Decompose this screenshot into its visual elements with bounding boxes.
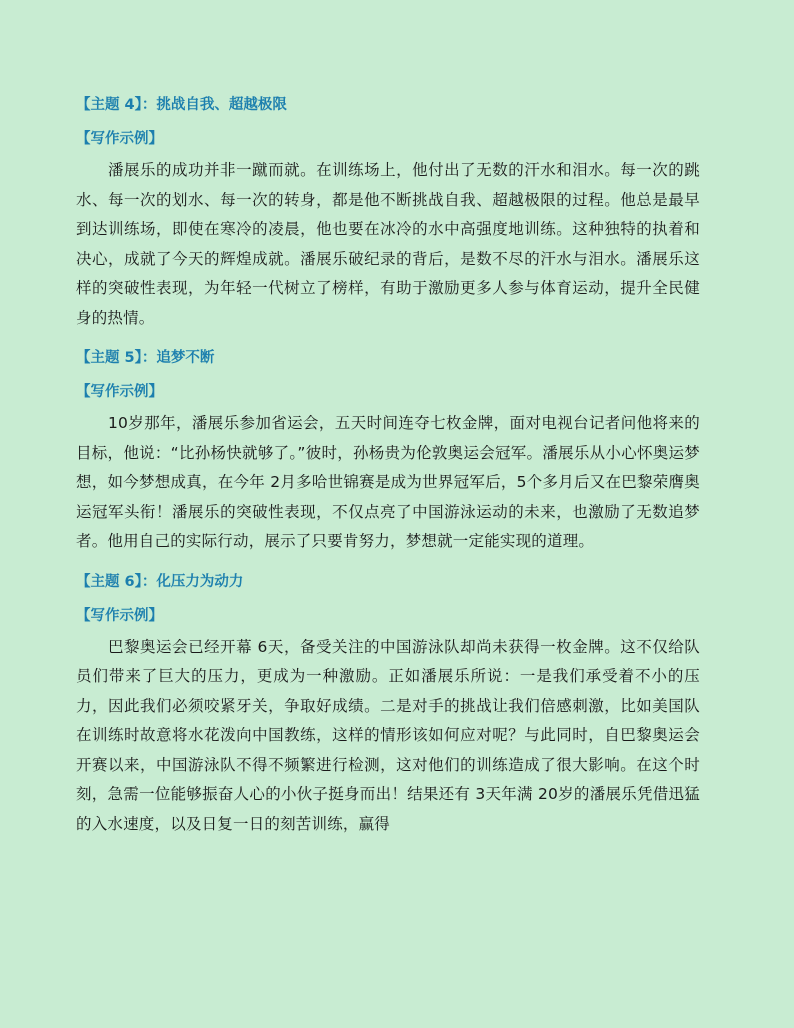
section-theme-4 (76, 94, 700, 333)
example-label: 【写作示例】 (76, 607, 163, 624)
example-paragraph: 巴黎奥运会已经开幕 6天，备受关注的中国游泳队却尚未获得一枚金牌。这不仅给队员们带来了巨大的压力，更成为一种激励。正如潘展乐所说：一是我们承受着不小的压力，因此我们必须咬紧牙关，争取好成绩。二是对手的挑战让我们倍感刺激，比如美国队在训练时故意将水花泼向中国教练，这样的情形该如何应对呢？与此同时，自巴黎奥运会开赛以来，中国游泳队不得不频繁进行检测，这对他们的训练造成了很大影响。在这个时刻，急需一位能够振奋人心的小伙子挺身而出！结果还有 3天年满 20岁的潘展乐凭借迅猛的入水速度，以及日复一日的刻苦训练，赢得 (76, 637, 700, 833)
theme-heading: 【主题 5】：追梦不断 (76, 350, 215, 366)
example-label: 【写作示例】 (76, 384, 163, 400)
example-label: 【写作示例】 (76, 131, 163, 147)
theme-heading: 【主题 4】：挑战自我、超越极限 (76, 97, 287, 113)
example-paragraph: 10岁那年，潘展乐参加省运会，五天时间连夺七枚金牌，面对电视台记者问他将来的目标，他说：“比孙杨快就够了。”彼时，孙杨贵为伦敦奥运会冠军。潘展乐从小心怀奥运梦想，如今梦想成真，在今年 2月多哈世锦赛是成为世界冠军后，5个多月后又在巴黎荣膺奥运冠军头衔！潘展乐的突破性表现，不仅点亮了中国游泳运动的未来，也激励了无数追梦者。他用自己的实际行动，展示了只要肯努力，梦想就一定能实现的道理。 (76, 414, 700, 550)
section-theme-5 (76, 347, 700, 557)
theme-heading: 【主题 6】：化压力为动力 (76, 573, 244, 590)
section-theme-6 (76, 571, 700, 840)
example-paragraph: 潘展乐的成功并非一蹴而就。在训练场上，他付出了无数的汗水和泪水。每一次的跳水、每一次的划水、每一次的转身，都是他不断挑战自我、超越极限的过程。他总是最早到达训练场，即使在寒冷的凌晨，他也要在冰冷的水中高强度地训练。这种独特的执着和决心，成就了今天的辉煌成就。潘展乐破纪录的背后，是数不尽的汗水与泪水。潘展乐这样的突破性表现，为年轻一代树立了榜样，有助于激励更多人参与体育运动，提升全民健身的热情。 (76, 161, 700, 327)
